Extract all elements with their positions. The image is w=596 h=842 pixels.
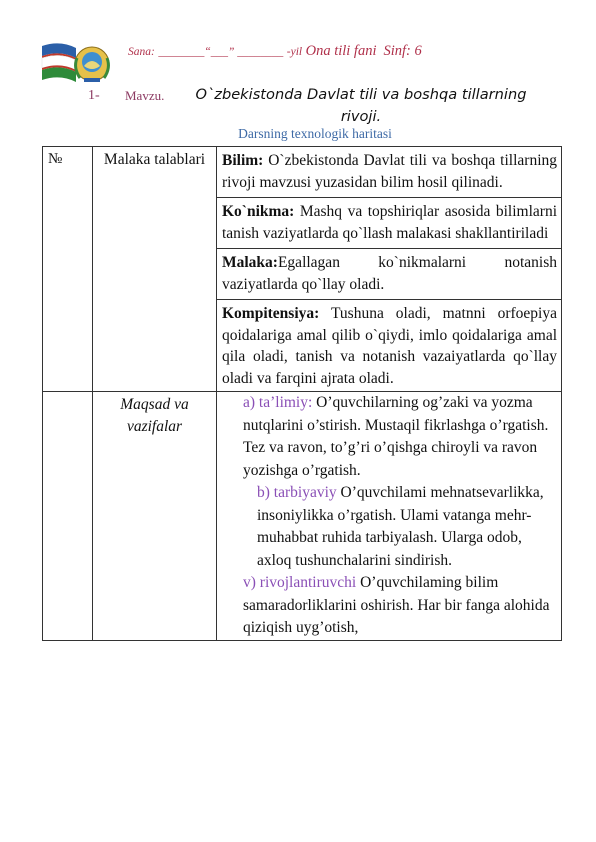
requirement-text: Mashq va topshiriqlar asosida bilimlarni tanish vaziyatlarda qo`llash malakasi shakllantiriladi bbox=[222, 203, 557, 242]
requirement-text: O`zbekistonda Davlat tili va boshqa tillarning rivoji mavzusi yuzasidan bilim hosil qilinadi. bbox=[222, 152, 557, 191]
topic-label: Mavzu. bbox=[125, 88, 165, 103]
goal-prefix: b) tarbiyaviy bbox=[257, 484, 337, 501]
goals-label: Maqsad va vazifalar bbox=[120, 396, 189, 435]
table-row bbox=[43, 392, 562, 641]
requirements-cell bbox=[217, 147, 562, 392]
num-cell bbox=[43, 147, 93, 392]
requirement-term: Malaka: bbox=[222, 254, 278, 271]
year-suffix: -yil bbox=[286, 46, 303, 58]
num-header: № bbox=[48, 151, 63, 167]
goal-text: O’quvchilarning og’zaki va yozma nutqlarini o’stirish. Mustaqil fikrlashga o’rgatish. Tez va ravon, to’g’ri o’qishga chiroyli va ravon yozishga o’rgatish. bbox=[243, 394, 549, 479]
goal-prefix: a) ta’limiy: bbox=[243, 394, 313, 411]
requirement-term: Bilim: bbox=[222, 152, 264, 169]
page-subtitle: Darsning texnologik haritasi bbox=[238, 126, 392, 141]
goal-text: O’quvchilaming bilim samaradorliklarini oshirish. Har bir fanga alohida qiziqish uyg’otish, bbox=[243, 574, 550, 636]
subject-name: Ona tili fani bbox=[305, 43, 377, 59]
requirement-term: Kompitensiya: bbox=[222, 305, 320, 322]
lesson-header bbox=[128, 43, 422, 60]
requirement-text: Tushuna oladi, matnni orfoepiya qoidalariga amal qilib o`qiydi, imlo qoidalariga amal qila oladi, tanish va notanish vazaiyatlarda qo`llay oladi va farqini ajrata oladi. bbox=[222, 305, 557, 387]
goal-upbringing bbox=[243, 482, 557, 572]
goals-label-cell bbox=[93, 392, 217, 641]
requirement-kompitensiya bbox=[217, 300, 561, 391]
goal-developmental bbox=[243, 572, 557, 640]
date-blank: ________“___” ________ bbox=[158, 46, 284, 58]
goal-text: O’quvchilami mehnatsevarlikka, insoniylikka o’rgatish. Ulami vatanga mehr-muhabbat ruhida tarbiyalash. Ularga odob, axloq tushunchalarini sindirish. bbox=[257, 484, 544, 569]
date-label: Sana: bbox=[128, 46, 155, 58]
requirements-label: Malaka talablari bbox=[103, 151, 206, 168]
requirement-konikma bbox=[217, 198, 561, 249]
table-row bbox=[43, 147, 562, 392]
requirement-bilim bbox=[217, 147, 561, 198]
goals-list bbox=[217, 392, 561, 640]
empty-num-cell bbox=[43, 392, 93, 641]
topic-title: O`zbekistonda Davlat tili va boshqa tillarning rivoji. bbox=[195, 86, 527, 125]
requirement-term: Ko`nikma: bbox=[222, 203, 295, 220]
goal-educational bbox=[243, 392, 557, 482]
uzbekistan-emblem-icon bbox=[40, 38, 114, 88]
topic-number: 1- bbox=[88, 88, 100, 103]
requirement-text: Egallagan ko`nikmalarni notanish vaziyatlarda qo`llay oladi. bbox=[222, 254, 557, 293]
grade-label: Sinf: 6 bbox=[383, 43, 422, 59]
lesson-plan-table bbox=[42, 146, 562, 641]
goals-cell bbox=[217, 392, 562, 641]
requirement-malaka bbox=[217, 249, 561, 300]
requirements-label-cell bbox=[93, 147, 217, 392]
goal-prefix: v) rivojlantiruvchi bbox=[243, 574, 357, 591]
